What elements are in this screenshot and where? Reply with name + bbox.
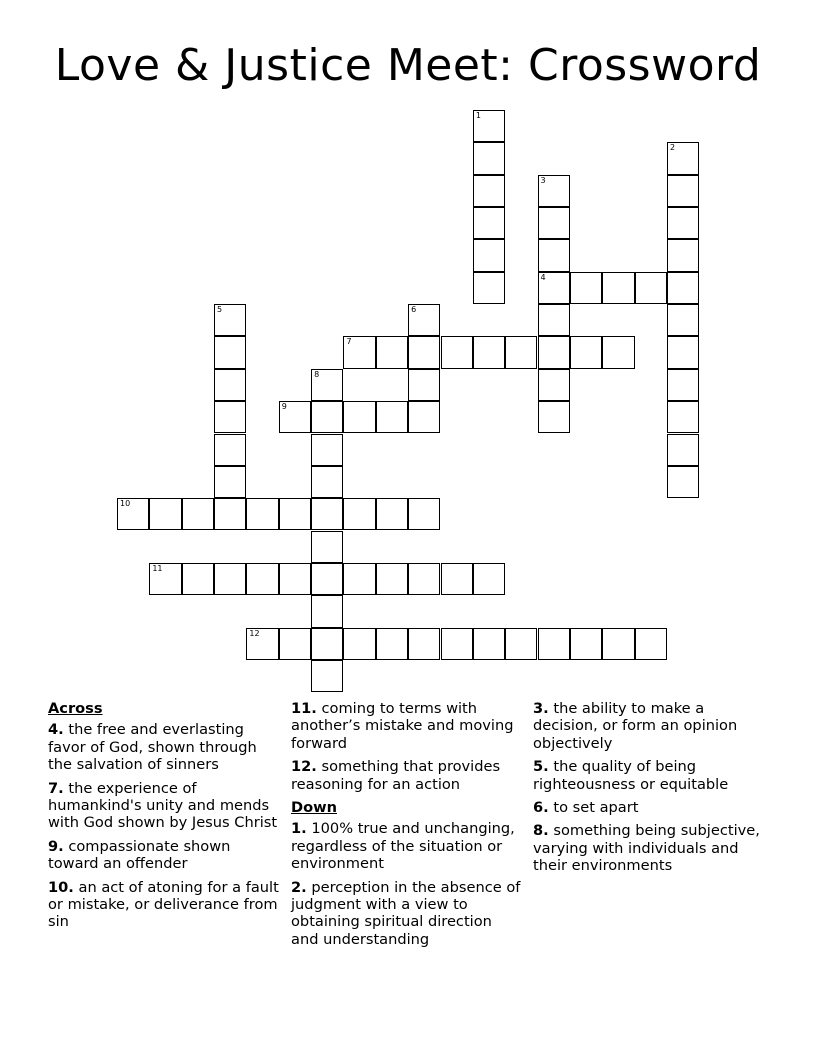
clue-item xyxy=(533,700,765,752)
clue-item-number: 5. xyxy=(533,758,549,776)
grid-cell[interactable] xyxy=(667,272,699,304)
grid-cell[interactable] xyxy=(311,369,343,401)
clue-item-number: 10. xyxy=(48,878,74,896)
clue-item-text: the experience of humankind's unity and mends with God shown by Jesus Christ xyxy=(48,779,278,832)
clue-item-number: 12. xyxy=(291,758,317,776)
grid-cell[interactable] xyxy=(538,304,570,336)
clue-item-text: perception in the absence of judgment with a view to obtaining spiritual direction and understanding xyxy=(291,878,521,948)
clue-item xyxy=(533,758,765,793)
grid-cell[interactable] xyxy=(635,272,667,304)
clue-column-2 xyxy=(291,700,523,954)
clue-number: 7 xyxy=(346,337,352,347)
grid-cell[interactable] xyxy=(279,401,311,433)
clue-item xyxy=(291,700,523,752)
grid-cell[interactable] xyxy=(214,304,246,336)
grid-cell[interactable] xyxy=(667,434,699,466)
clue-item-number: 4. xyxy=(48,721,64,739)
clue-item-number: 7. xyxy=(48,779,64,797)
grid-cell[interactable] xyxy=(246,498,278,530)
grid-cell[interactable] xyxy=(538,401,570,433)
grid-cell[interactable] xyxy=(149,563,181,595)
clue-item-text: an act of atoning for a fault or mistake, or deliverance from sin xyxy=(48,878,279,931)
clue-column-1 xyxy=(48,700,280,937)
grid-cell[interactable] xyxy=(441,336,473,368)
clue-number: 2 xyxy=(669,143,676,153)
clue-item-number: 11. xyxy=(291,700,317,717)
grid-cell[interactable] xyxy=(214,498,246,530)
grid-cell[interactable] xyxy=(408,628,440,660)
clue-item xyxy=(533,799,765,816)
grid-cell[interactable] xyxy=(667,239,699,271)
grid-cell[interactable] xyxy=(570,272,602,304)
clue-column-3 xyxy=(533,700,765,881)
grid-cell[interactable] xyxy=(117,498,149,530)
clue-number: 8 xyxy=(314,369,320,379)
grid-cell[interactable] xyxy=(376,628,408,660)
clue-number: 3 xyxy=(540,175,546,185)
clue-number: 11 xyxy=(152,563,163,573)
grid-cell[interactable] xyxy=(538,239,570,271)
clue-item-number: 2. xyxy=(291,878,307,896)
clue-item-number: 9. xyxy=(48,837,64,855)
grid-cell[interactable] xyxy=(149,498,181,530)
grid-cell[interactable] xyxy=(408,369,440,401)
grid-cell[interactable] xyxy=(473,110,505,142)
grid-cell[interactable] xyxy=(214,563,246,595)
grid-cell[interactable] xyxy=(279,498,311,530)
grid-cell[interactable] xyxy=(473,272,505,304)
grid-cell[interactable] xyxy=(667,466,699,498)
grid-cell[interactable] xyxy=(667,336,699,368)
grid-cell[interactable] xyxy=(441,628,473,660)
clue-item-text: the free and everlasting favor of God, shown through the salvation of sinners xyxy=(48,721,257,774)
clue-number: 4 xyxy=(540,272,546,282)
grid-cell[interactable] xyxy=(667,304,699,336)
grid-cell[interactable] xyxy=(311,595,343,627)
clue-item xyxy=(291,820,523,872)
grid-cell[interactable] xyxy=(570,628,602,660)
grid-cell[interactable] xyxy=(570,336,602,368)
grid-cell[interactable] xyxy=(214,466,246,498)
grid-cell[interactable] xyxy=(667,207,699,239)
grid-cell[interactable] xyxy=(343,336,375,368)
grid-cell[interactable] xyxy=(667,401,699,433)
grid-cell[interactable] xyxy=(408,401,440,433)
grid-cell[interactable] xyxy=(279,563,311,595)
grid-cell[interactable] xyxy=(408,498,440,530)
grid-cell[interactable] xyxy=(246,628,278,660)
grid-cell[interactable] xyxy=(473,628,505,660)
grid-cell[interactable] xyxy=(376,336,408,368)
clue-item xyxy=(291,758,523,793)
clue-item-text: 100% true and unchanging, regardless of the situation or environment xyxy=(291,820,515,873)
grid-cell[interactable] xyxy=(408,336,440,368)
clue-number: 9 xyxy=(281,402,287,412)
clue-section-heading: Down xyxy=(291,799,338,817)
clue-item-text: coming to terms with another’s mistake and moving forward xyxy=(291,700,514,752)
grid-cell[interactable] xyxy=(343,563,375,595)
grid-cell[interactable] xyxy=(214,336,246,368)
grid-cell[interactable] xyxy=(214,434,246,466)
grid-cell[interactable] xyxy=(473,142,505,174)
grid-cell[interactable] xyxy=(667,142,699,174)
grid-cell[interactable] xyxy=(343,628,375,660)
clue-item-text: something being subjective, varying with individuals and their environments xyxy=(533,822,760,875)
clue-item xyxy=(48,879,280,931)
grid-cell[interactable] xyxy=(376,401,408,433)
grid-cell[interactable] xyxy=(538,207,570,239)
clue-item-text: something that provides reasoning for an action xyxy=(291,758,501,793)
grid-cell[interactable] xyxy=(182,498,214,530)
grid-cell[interactable] xyxy=(473,175,505,207)
clue-item-text: compassionate shown toward an offender xyxy=(48,837,231,873)
grid-cell[interactable] xyxy=(505,336,537,368)
grid-cell[interactable] xyxy=(473,563,505,595)
grid-cell[interactable] xyxy=(505,628,537,660)
grid-cell[interactable] xyxy=(311,434,343,466)
grid-cell[interactable] xyxy=(538,369,570,401)
grid-cell[interactable] xyxy=(343,401,375,433)
grid-cell[interactable] xyxy=(602,628,634,660)
grid-cell[interactable] xyxy=(311,466,343,498)
grid-cell[interactable] xyxy=(343,498,375,530)
grid-cell[interactable] xyxy=(441,563,473,595)
grid-cell[interactable] xyxy=(311,498,343,530)
grid-cell[interactable] xyxy=(602,336,634,368)
grid-cell[interactable] xyxy=(376,498,408,530)
clue-item xyxy=(291,879,523,949)
grid-cell[interactable] xyxy=(473,207,505,239)
grid-cell[interactable] xyxy=(473,336,505,368)
grid-cell[interactable] xyxy=(635,628,667,660)
grid-cell[interactable] xyxy=(246,563,278,595)
clue-item xyxy=(533,822,765,874)
grid-cell[interactable] xyxy=(311,401,343,433)
clue-number: 10 xyxy=(120,499,131,509)
clue-number: 1 xyxy=(475,111,481,120)
grid-cell[interactable] xyxy=(311,660,343,692)
grid-cell[interactable] xyxy=(311,628,343,660)
clue-item-text: the ability to make a decision, or form an opinion objectively xyxy=(533,700,738,752)
clue-section-heading: Across xyxy=(48,700,103,717)
clue-item xyxy=(48,721,280,773)
grid-cell[interactable] xyxy=(667,369,699,401)
grid-cell[interactable] xyxy=(408,304,440,336)
clue-item-text: the quality of being righteousness or equitable xyxy=(533,758,729,793)
grid-cell[interactable] xyxy=(538,336,570,368)
clue-item xyxy=(48,838,280,873)
clue-item-text: to set apart xyxy=(548,799,639,817)
clue-item-number: 8. xyxy=(533,822,549,840)
grid-cell[interactable] xyxy=(311,531,343,563)
grid-cell[interactable] xyxy=(376,563,408,595)
grid-cell[interactable] xyxy=(538,175,570,207)
grid-cell[interactable] xyxy=(602,272,634,304)
grid-cell[interactable] xyxy=(214,401,246,433)
clue-item-number: 1. xyxy=(291,820,307,838)
grid-cell[interactable] xyxy=(538,272,570,304)
clue-number: 12 xyxy=(249,628,260,638)
clue-number: 6 xyxy=(411,305,417,315)
clue-item xyxy=(48,780,280,832)
grid-cell[interactable] xyxy=(538,628,570,660)
puzzle-title: Love & Justice Meet: Crossword xyxy=(54,40,762,91)
clue-item-number: 3. xyxy=(533,700,549,717)
grid-cell[interactable] xyxy=(182,563,214,595)
clue-item-number: 6. xyxy=(533,799,549,817)
grid-cell[interactable] xyxy=(473,239,505,271)
grid-cell[interactable] xyxy=(408,563,440,595)
grid-cell[interactable] xyxy=(311,563,343,595)
grid-cell[interactable] xyxy=(279,628,311,660)
grid-cell[interactable] xyxy=(214,369,246,401)
clue-number: 5 xyxy=(217,305,223,315)
grid-cell[interactable] xyxy=(667,175,699,207)
